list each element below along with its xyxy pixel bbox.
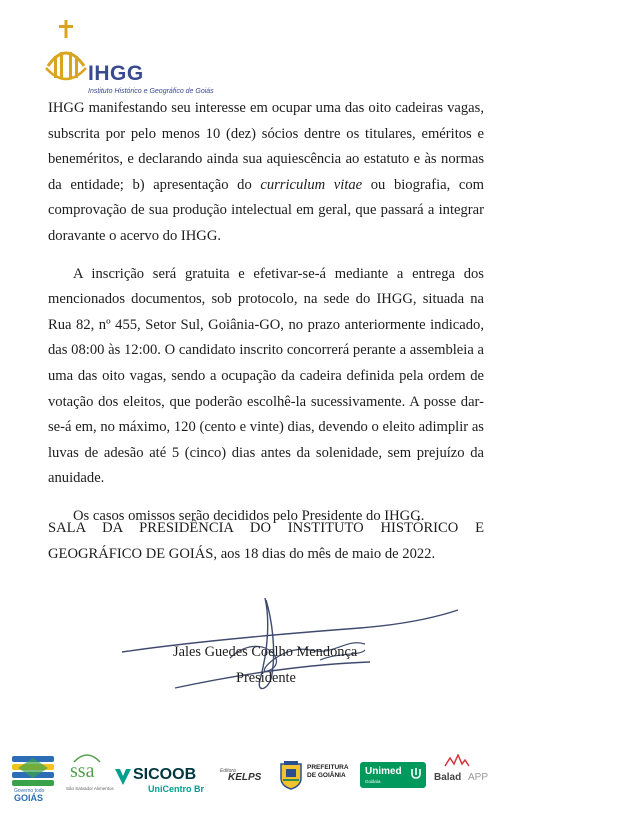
unimed-symbol-icon [411,767,421,779]
baladapp-name: Balad [434,772,462,783]
ihgg-logo [44,18,254,95]
closing-statement: SALA DA PRESIDÊNCIA DO INSTITUTO HISTÓRICO E GEOGRÁFICO DE GOIÁS, aos 18 dias do mês de maio de 2022. [48,520,484,562]
goias-name: GOIÁS [14,793,44,803]
baladapp-logo [432,748,490,804]
signer-role: Presidente [236,670,296,686]
baladapp-suffix: APP [468,772,489,783]
paragraph-registration: A inscrição será gratuita e efetivar-se-á mediante a entrega dos mencionados documentos, sob protocolo, na sede do IHGG, situada na Rua 82, nº 455, Setor Sul, Goiânia-GO, no prazo anteriormente indicado, das 08:00 às 12:00. O candidato inscrito concorrerá perante a assembleia a uma das oito vagas, sendo a ocupação da cadeira definida pela ordem de votação dos eleitos, que poderão escolhê-la sucessivamente. A posse dar-se-á em, no máximo, 120 (cento e vinte) dias, devendo o eleito adimplir as luvas de adesão até 5 (cinco) dias antes da solenidade, sem prejuízo da anuidade. [48,265,484,487]
paragraph-text: ou biografia, com comprovação de sua produção intelectual em geral, que passará a integrar doravante o acervo do IHGG. [48,176,484,244]
goias-government-logo [10,748,56,804]
sponsor-logos [0,748,620,808]
kelps-prefix: Editora [220,768,236,774]
curriculum-vitae-term: curriculum vitae [260,176,363,193]
ssa-mark: ssa [70,760,95,782]
sicoob-v-icon [114,768,132,786]
goias-flag-icon [10,754,56,790]
prefeitura-goiania-logo [278,748,348,804]
goias-slogan: Governo todo [14,788,45,794]
unimed-name: Unimed [365,766,402,777]
unimed-city: Goiânia [365,779,381,784]
paragraph-text: IHGG manifestando seu interesse em ocupar uma das oito cadeiras vagas, subscrita por pelo menos 10 (dez) sócios dentre os titulares, eméritos e beneméritos, e declarando ainda sua aquiescência ao estatuto e às normas da entidade; b) apresentação do [48,100,484,193]
logo-title: IHGG [88,62,144,85]
signer-name: Jales Guedes Coelho Mendonça [173,644,358,660]
cross-columns-icon [44,18,90,90]
sicoob-name: SICOOB [133,766,197,783]
kelps-name: KELPS [228,772,262,783]
soundwave-icon [444,754,470,768]
ssa-logo [64,748,114,804]
prefeitura-line2: DE GOIÂNIA [307,772,346,779]
document-body [48,96,484,542]
paragraph-requirements [48,96,484,250]
city-crest-icon [278,760,304,790]
sicoob-subtitle: UniCentro Br [148,784,204,794]
unimed-logo [360,748,426,804]
sicoob-logo [114,748,204,804]
ssa-caption: São Salvador Alimentos [66,786,114,791]
logo-subtitle: Instituto Histórico e Geográfico de Goiás [88,88,214,95]
prefeitura-line1: PREFEITURA [307,764,349,771]
paragraph-omissions: Os casos omissos serão decididos pelo Presidente do IHGG. [73,507,425,524]
kelps-logo [220,748,272,804]
